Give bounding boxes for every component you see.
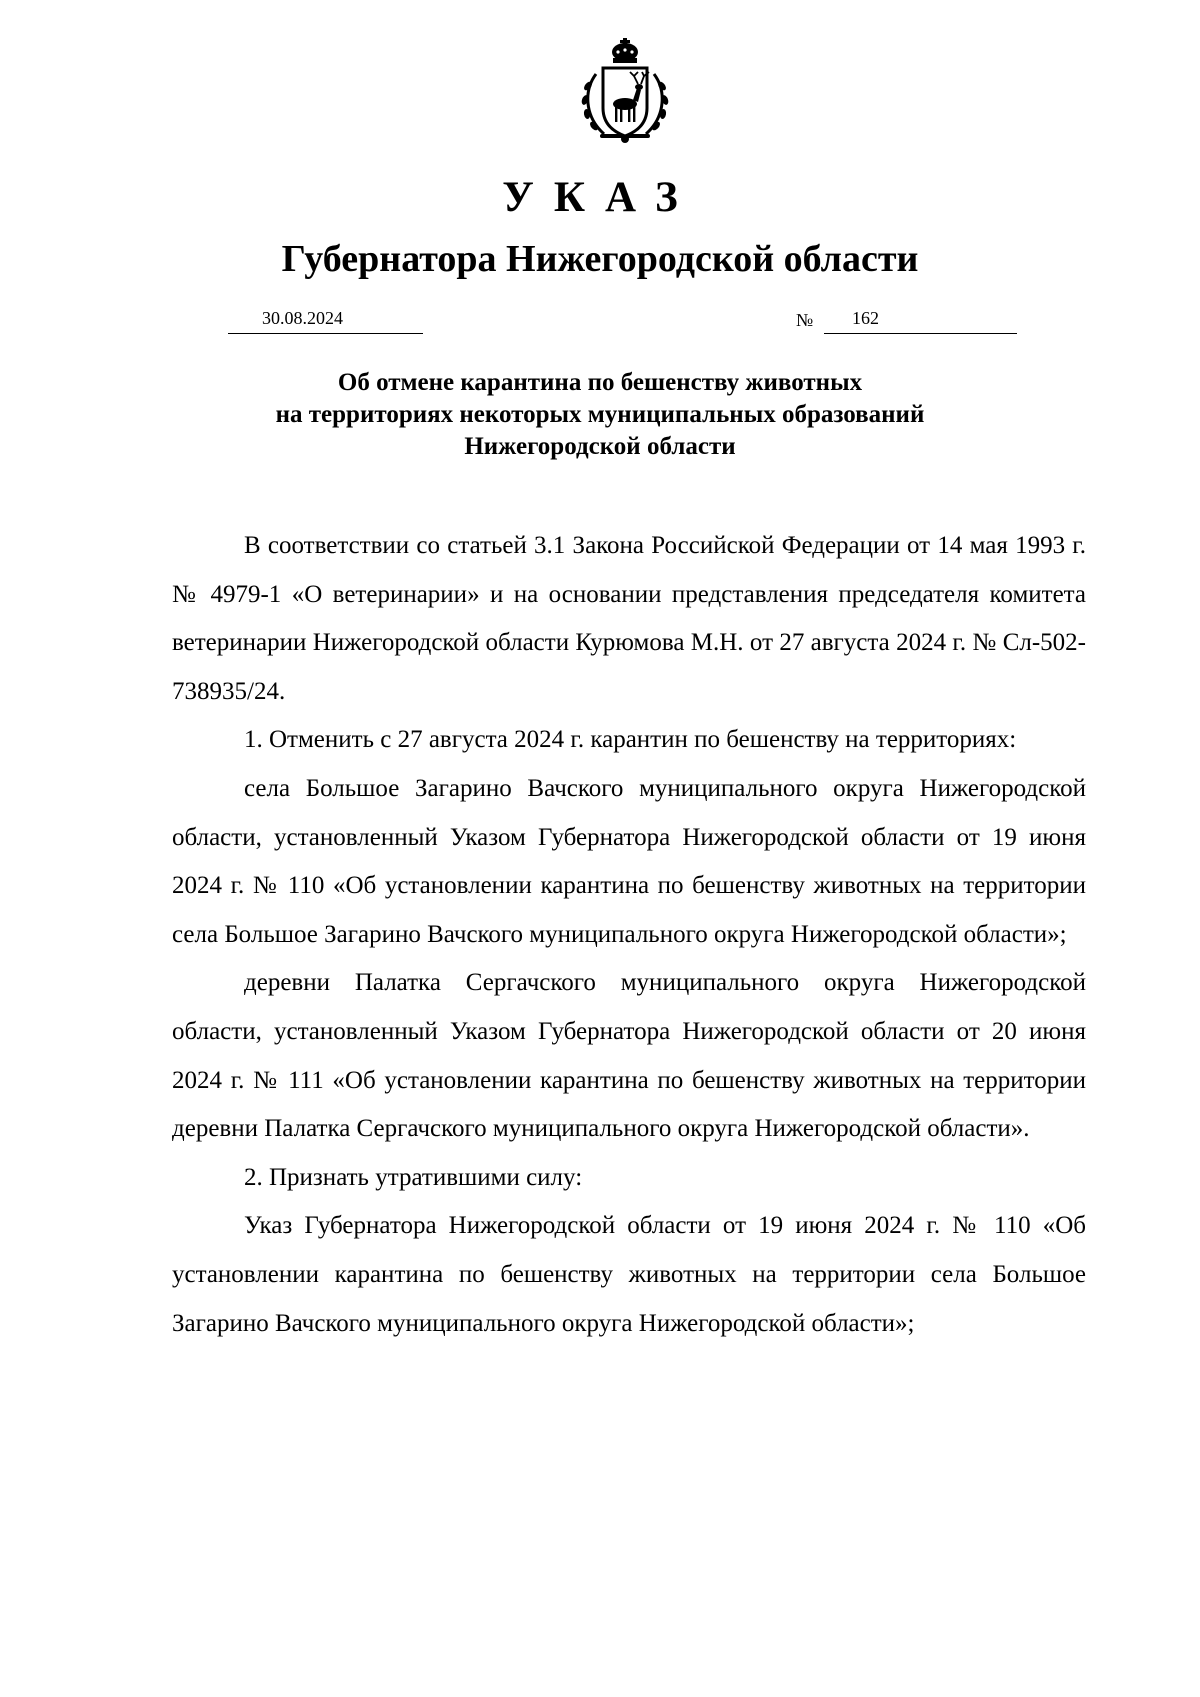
number-field bbox=[824, 305, 1017, 334]
body-paragraph-subitem: деревни Палатка Сергачского муниципального округа Нижегородской области, установленный Указом Губернатора Нижегородской области от 20 июня 2024 г. № 111 «Об установлении карантина по бешенству животных на территории деревни Палатка Сергачского муниципального округа Нижегородской области». bbox=[172, 969, 1086, 1143]
body-paragraph-subitem: села Большое Загарино Вачского муниципального округа Нижегородской области, установленный Указом Губернатора Нижегородской области от 19 июня 2024 г. № 110 «Об установлении карантина по бешенству животных на территории села Большое Загарино Вачского муниципального округа Нижегородской области»; bbox=[172, 774, 1086, 948]
date-value: 30.08.2024 bbox=[262, 308, 343, 328]
document-body bbox=[172, 522, 1086, 1348]
nizhny-novgorod-coat-of-arms-icon bbox=[570, 38, 680, 148]
number-sign: № bbox=[796, 310, 814, 330]
number-value: 162 bbox=[852, 308, 879, 328]
document-type-heading: УКАЗ bbox=[502, 174, 698, 221]
document-title bbox=[0, 367, 1200, 463]
body-paragraph-item-2: 2. Признать утратившими силу: bbox=[244, 1163, 583, 1191]
body-paragraph-subitem: Указ Губернатора Нижегородской области от 19 июня 2024 г. № 110 «Об установлении карантина по бешенству животных на территории села Большое Загарино Вачского муниципального округа Нижегородской области»; bbox=[172, 1212, 1086, 1337]
body-paragraph-preamble: В соответствии со статьей 3.1 Закона Российской Федерации от 14 мая 1993 г. № 4979-1 «О ветеринарии» и на основании представления председателя комитета ветеринарии Нижегородской области Курюмова М.Н. от 27 августа 2024 г. № Сл-502-738935/24. bbox=[172, 532, 1086, 705]
body-paragraph-item-1: 1. Отменить с 27 августа 2024 г. карантин по бешенству на территориях: bbox=[244, 726, 1017, 754]
issuer-heading: Губернатора Нижегородской области bbox=[281, 238, 919, 280]
title-line: Об отмене карантина по бешенству животных bbox=[337, 369, 863, 396]
date-field bbox=[228, 305, 423, 334]
title-line: на территориях некоторых муниципальных образований bbox=[275, 401, 925, 428]
title-line: Нижегородской области bbox=[464, 433, 736, 460]
